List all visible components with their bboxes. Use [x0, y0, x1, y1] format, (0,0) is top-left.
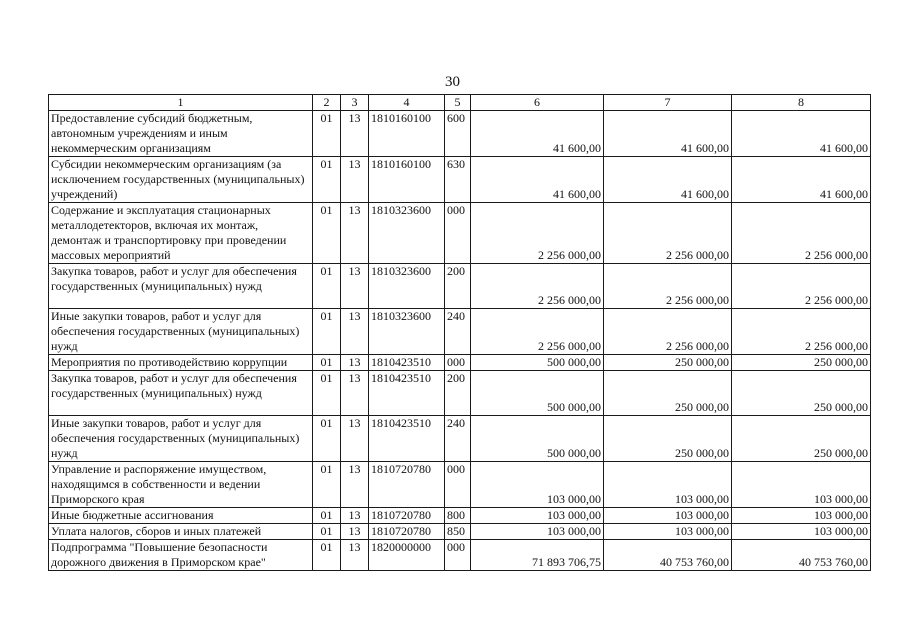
row-amount-col7: 103 000,00 [604, 524, 732, 540]
row-amount-col6: 500 000,00 [471, 416, 604, 462]
row-target-article: 1810423510 [369, 371, 445, 416]
row-subsection-code: 13 [341, 416, 369, 462]
row-target-article: 1820000000 [369, 540, 445, 571]
row-section-code: 01 [313, 203, 341, 264]
row-amount-col8: 103 000,00 [732, 508, 871, 524]
row-name: Уплата налогов, сборов и иных платежей [49, 524, 313, 540]
row-section-code: 01 [313, 309, 341, 355]
row-amount-col7: 250 000,00 [604, 371, 732, 416]
row-name: Управление и распоряжение имуществом, находящимся в собственности и ведении Приморского края [49, 462, 313, 508]
table-row [49, 111, 871, 157]
row-expense-type: 000 [445, 462, 471, 508]
row-amount-col6: 500 000,00 [471, 371, 604, 416]
row-amount-col6: 41 600,00 [471, 157, 604, 203]
row-amount-col6: 103 000,00 [471, 524, 604, 540]
row-amount-col7: 2 256 000,00 [604, 309, 732, 355]
row-expense-type: 000 [445, 540, 471, 571]
row-section-code: 01 [313, 355, 341, 371]
table-row [49, 524, 871, 540]
table-row [49, 157, 871, 203]
column-header: 7 [604, 95, 732, 111]
column-header: 1 [49, 95, 313, 111]
row-name: Субсидии некоммерческим организациям (за исключением государственных (муниципальных) учреждений) [49, 157, 313, 203]
row-section-code: 01 [313, 540, 341, 571]
row-expense-type: 800 [445, 508, 471, 524]
row-expense-type: 240 [445, 416, 471, 462]
row-subsection-code: 13 [341, 309, 369, 355]
table-header-row [49, 95, 871, 111]
row-amount-col8: 250 000,00 [732, 371, 871, 416]
row-expense-type: 000 [445, 355, 471, 371]
column-header: 8 [732, 95, 871, 111]
row-amount-col7: 41 600,00 [604, 111, 732, 157]
row-name: Предоставление субсидий бюджетным, автономным учреждениям и иным некоммерческим организациям [49, 111, 313, 157]
row-target-article: 1810323600 [369, 203, 445, 264]
row-section-code: 01 [313, 264, 341, 309]
column-header: 6 [471, 95, 604, 111]
row-expense-type: 200 [445, 371, 471, 416]
row-name: Закупка товаров, работ и услуг для обеспечения государственных (муниципальных) нужд [49, 371, 313, 416]
page-number: 30 [445, 74, 460, 90]
row-amount-col7: 40 753 760,00 [604, 540, 732, 571]
row-expense-type: 600 [445, 111, 471, 157]
column-header: 4 [369, 95, 445, 111]
row-subsection-code: 13 [341, 203, 369, 264]
row-section-code: 01 [313, 508, 341, 524]
row-amount-col6: 2 256 000,00 [471, 309, 604, 355]
row-target-article: 1810720780 [369, 462, 445, 508]
row-amount-col8: 250 000,00 [732, 416, 871, 462]
row-amount-col7: 103 000,00 [604, 462, 732, 508]
row-target-article: 1810720780 [369, 508, 445, 524]
row-name: Иные бюджетные ассигнования [49, 508, 313, 524]
column-header: 5 [445, 95, 471, 111]
row-amount-col8: 250 000,00 [732, 355, 871, 371]
row-target-article: 1810720780 [369, 524, 445, 540]
table-row [49, 416, 871, 462]
row-amount-col6: 41 600,00 [471, 111, 604, 157]
row-target-article: 1810160100 [369, 157, 445, 203]
row-target-article: 1810423510 [369, 416, 445, 462]
row-section-code: 01 [313, 416, 341, 462]
row-section-code: 01 [313, 157, 341, 203]
row-name: Иные закупки товаров, работ и услуг для обеспечения государственных (муниципальных) нужд [49, 309, 313, 355]
row-amount-col8: 103 000,00 [732, 462, 871, 508]
row-expense-type: 850 [445, 524, 471, 540]
row-amount-col7: 250 000,00 [604, 355, 732, 371]
row-name: Содержание и эксплуатация стационарных металлодетекторов, включая их монтаж, демонтаж и транспортировку при проведении массовых мероприятий [49, 203, 313, 264]
row-subsection-code: 13 [341, 508, 369, 524]
row-amount-col6: 103 000,00 [471, 462, 604, 508]
row-target-article: 1810160100 [369, 111, 445, 157]
row-amount-col8: 103 000,00 [732, 524, 871, 540]
table-row [49, 462, 871, 508]
row-amount-col8: 2 256 000,00 [732, 203, 871, 264]
row-amount-col6: 2 256 000,00 [471, 203, 604, 264]
row-subsection-code: 13 [341, 540, 369, 571]
row-amount-col7: 2 256 000,00 [604, 203, 732, 264]
row-name: Мероприятия по противодействию коррупции [49, 355, 313, 371]
row-section-code: 01 [313, 111, 341, 157]
row-target-article: 1810323600 [369, 264, 445, 309]
row-subsection-code: 13 [341, 111, 369, 157]
row-target-article: 1810323600 [369, 309, 445, 355]
row-target-article: 1810423510 [369, 355, 445, 371]
row-amount-col8: 40 753 760,00 [732, 540, 871, 571]
row-subsection-code: 13 [341, 524, 369, 540]
table-row [49, 508, 871, 524]
table-row [49, 309, 871, 355]
row-amount-col8: 2 256 000,00 [732, 309, 871, 355]
table-row [49, 371, 871, 416]
row-subsection-code: 13 [341, 462, 369, 508]
row-subsection-code: 13 [341, 264, 369, 309]
row-amount-col6: 71 893 706,75 [471, 540, 604, 571]
row-expense-type: 240 [445, 309, 471, 355]
budget-table [48, 94, 871, 571]
row-subsection-code: 13 [341, 157, 369, 203]
row-amount-col7: 41 600,00 [604, 157, 732, 203]
row-amount-col7: 103 000,00 [604, 508, 732, 524]
row-amount-col6: 103 000,00 [471, 508, 604, 524]
row-section-code: 01 [313, 462, 341, 508]
table-row [49, 264, 871, 309]
row-name: Иные закупки товаров, работ и услуг для обеспечения государственных (муниципальных) нужд [49, 416, 313, 462]
row-amount-col8: 41 600,00 [732, 157, 871, 203]
column-header: 3 [341, 95, 369, 111]
row-name: Закупка товаров, работ и услуг для обеспечения государственных (муниципальных) нужд [49, 264, 313, 309]
row-amount-col6: 2 256 000,00 [471, 264, 604, 309]
row-expense-type: 200 [445, 264, 471, 309]
table-row [49, 355, 871, 371]
row-section-code: 01 [313, 524, 341, 540]
row-subsection-code: 13 [341, 355, 369, 371]
column-header: 2 [313, 95, 341, 111]
row-expense-type: 630 [445, 157, 471, 203]
row-name: Подпрограмма "Повышение безопасности дорожного движения в Приморском крае" [49, 540, 313, 571]
row-amount-col7: 2 256 000,00 [604, 264, 732, 309]
row-amount-col7: 250 000,00 [604, 416, 732, 462]
table-row [49, 540, 871, 571]
row-subsection-code: 13 [341, 371, 369, 416]
row-amount-col8: 2 256 000,00 [732, 264, 871, 309]
table-row [49, 203, 871, 264]
row-section-code: 01 [313, 371, 341, 416]
row-amount-col6: 500 000,00 [471, 355, 604, 371]
row-amount-col8: 41 600,00 [732, 111, 871, 157]
row-expense-type: 000 [445, 203, 471, 264]
